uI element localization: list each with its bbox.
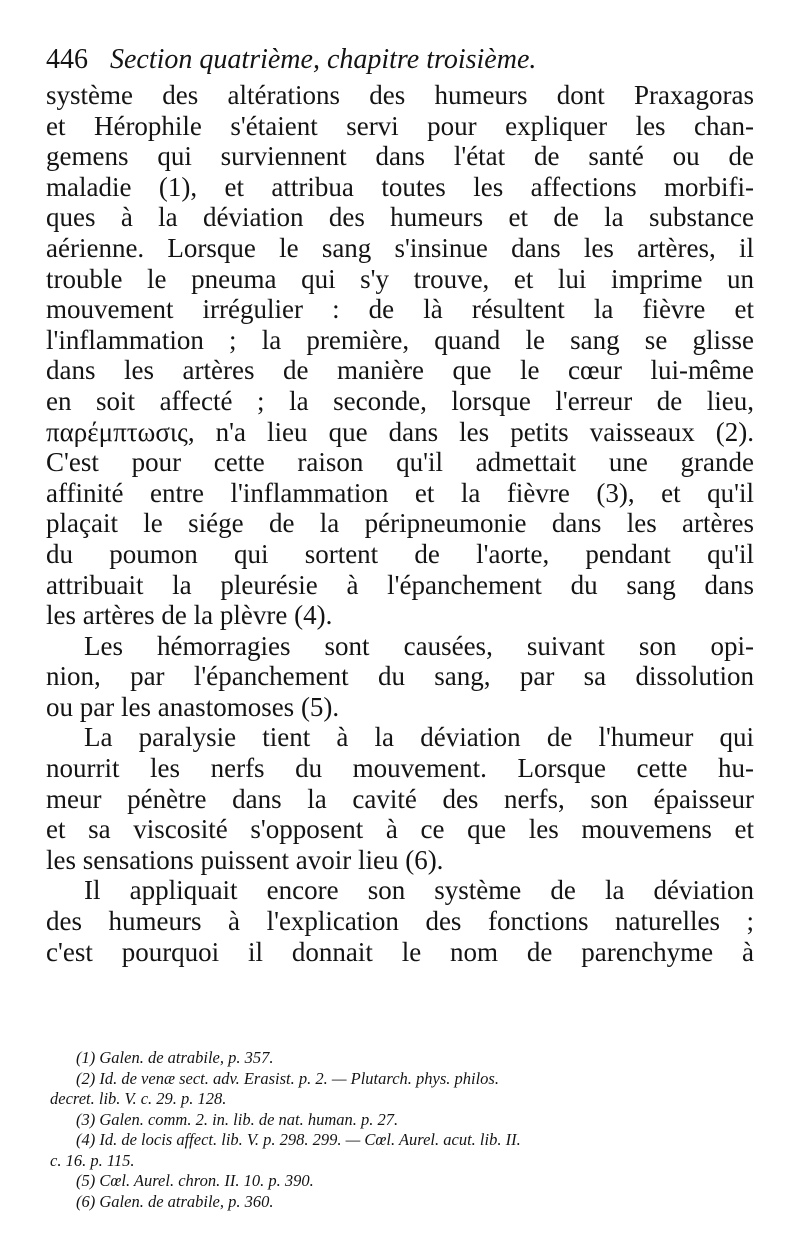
body-line: l'inflammation ; la première, quand le sang se glisse — [46, 324, 754, 355]
body-line: ques à la déviation des humeurs et de la substance — [46, 202, 754, 233]
page-number: 446 — [46, 44, 88, 75]
body-line: ou par les anastomoses (5). — [46, 691, 340, 722]
body-line: maladie (1), et attribua toutes les affections morbifi- — [46, 171, 754, 202]
body-line: nion, par l'épanchement du sang, par sa dissolution — [46, 661, 754, 692]
body-line: nourrit les nerfs du mouvement. Lorsque cette hu- — [46, 753, 754, 784]
body-line: Les hémorragies sont causées, suivant son opi- — [84, 630, 754, 661]
footnotes — [50, 1048, 756, 1212]
body-line: aérienne. Lorsque le sang s'insinue dans les artères, il — [46, 232, 754, 263]
body-line: les artères de la plèvre (4). — [46, 600, 333, 631]
body-line: système des altérations des humeurs dont Praxagoras — [46, 80, 754, 110]
running-title: Section quatrième, chapitre troisième. — [110, 44, 537, 75]
footnote-continuation: c. 16. p. 115. — [50, 1150, 135, 1170]
footnote: (3) Galen. comm. 2. in. lib. de nat. human. p. 27. — [76, 1109, 399, 1129]
body-text — [46, 80, 754, 967]
body-line: plaçait le siége de la péripneumonie dans les artères — [46, 508, 754, 539]
body-line: meur pénètre dans la cavité des nerfs, son épaisseur — [46, 783, 754, 814]
body-line: affinité entre l'inflammation et la fièvre (3), et qu'il — [46, 477, 754, 508]
body-line: en soit affecté ; la seconde, lorsque l'erreur de lieu, — [46, 385, 754, 416]
footnote-continuation: decret. lib. V. c. 29. p. 128. — [50, 1089, 227, 1108]
body-line: dans les artères de manière que le cœur lui-même — [46, 355, 754, 386]
footnote: (2) Id. de venæ sect. adv. Erasist. p. 2. — Plutarch. phys. philos. — [76, 1068, 499, 1088]
footnote: (4) Id. de locis affect. lib. V. p. 298. 299. — Cœl. Aurel. acut. lib. II. — [76, 1130, 521, 1149]
body-line: et sa viscosité s'opposent à ce que les mouvemens et — [46, 814, 754, 845]
footnote: (1) Galen. de atrabile, p. 357. — [76, 1048, 274, 1067]
body-line: Il appliquait encore son système de la déviation — [84, 875, 754, 906]
body-line: gemens qui surviennent dans l'état de santé ou de — [46, 141, 754, 172]
body-line: mouvement irrégulier : de là résultent la fièvre et — [46, 294, 754, 325]
body-line: La paralysie tient à la déviation de l'humeur qui — [84, 722, 754, 753]
body-line: attribuait la pleurésie à l'épanchement du sang dans — [46, 569, 754, 600]
body-line: c'est pourquoi il donnait le nom de parenchyme à — [46, 936, 754, 967]
footnote: (6) Galen. de atrabile, p. 360. — [76, 1191, 274, 1211]
body-line: παρέμπτωσις, n'a lieu que dans les petits vaisseaux (2). — [46, 416, 754, 447]
body-line: C'est pour cette raison qu'il admettait une grande — [46, 447, 754, 478]
body-line: les sensations puissent avoir lieu (6). — [46, 844, 444, 875]
body-line: du poumon qui sortent de l'aorte, pendant qu'il — [46, 538, 754, 569]
footnote: (5) Cœl. Aurel. chron. II. 10. p. 390. — [76, 1171, 314, 1190]
body-line: trouble le pneuma qui s'y trouve, et lui imprime un — [46, 263, 754, 294]
body-line: des humeurs à l'explication des fonctions naturelles ; — [46, 906, 754, 937]
running-header — [46, 44, 746, 76]
body-line: et Hérophile s'étaient servi pour expliquer les chan- — [46, 110, 754, 141]
